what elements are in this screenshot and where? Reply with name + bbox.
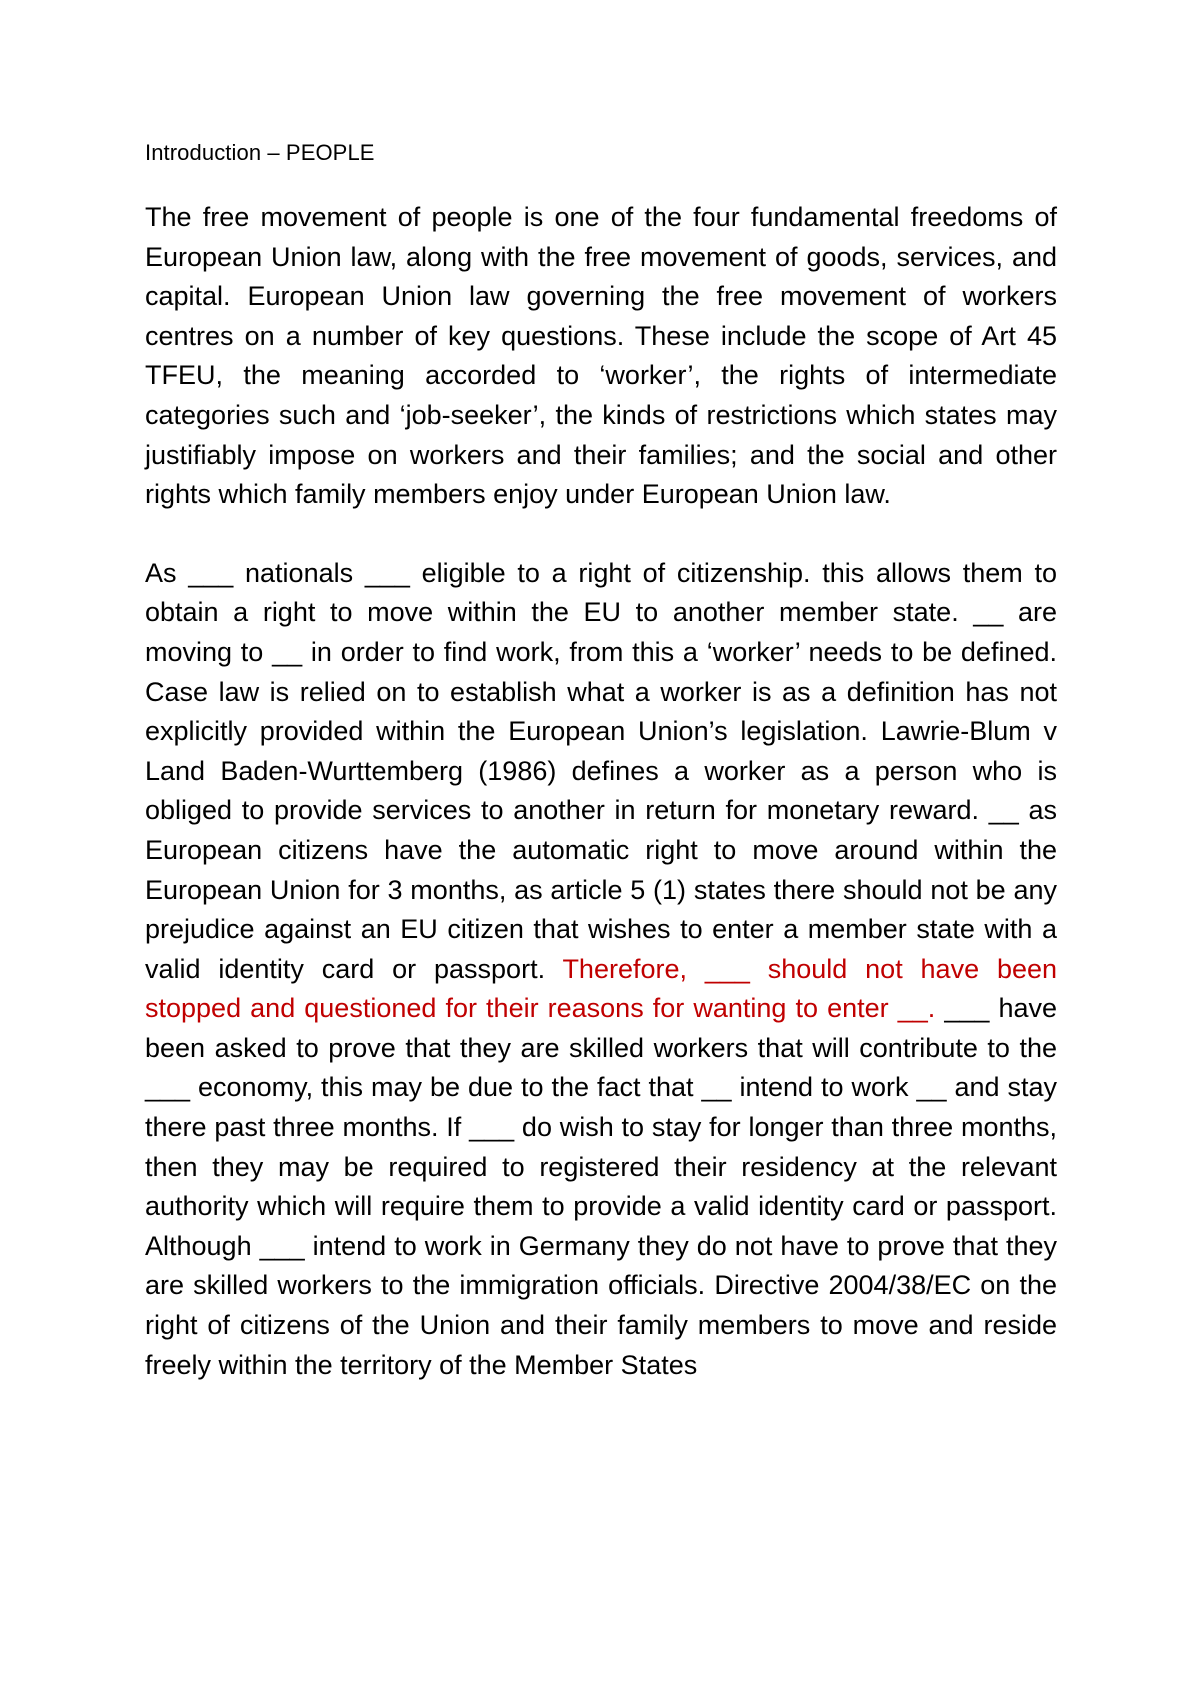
- document-heading: Introduction – PEOPLE: [145, 140, 375, 165]
- highlighted-sentence: Therefore, ___ should not have been stopped and questioned for their reasons for wanting to enter __.: [145, 953, 1058, 1024]
- paragraph-analysis-part2: ___ have been asked to prove that they are skilled workers that will contribute to the ___ economy, this may be due to the fact that __ intend to work __ and stay there past three months. If ___ do wish to stay for longer than three months, then they may be required to registered their residency at the relevant authority which will require them to provide a valid identity card or passport. Although ___ intend to work in Germany they do not have to prove that they are skilled workers to the immigration officials. Directive 2004/38/EC on the right of citizens of the Union and their family members to move and reside freely within the territory of the Member States: [145, 993, 1057, 1380]
- document-page: [145, 138, 1057, 1424]
- paragraph-analysis: [145, 554, 1057, 1385]
- paragraph-analysis-part1: As ___ nationals ___ eligible to a right of citizenship. this allows them to obtain a right to move within the EU to another member state. __ are moving to __ in order to find work, from this a ‘worker’ needs to be defined. Case law is relied on to establish what a worker is as a definition has not explicitly provided within the European Union’s legislation. Lawrie-Blum v Land Baden-Wurttemberg (1986) defines a worker as a person who is obliged to provide services to another in return for monetary reward. __ as European citizens have the automatic right to move around within the European Union for 3 months, as article 5 (1) states there should not be any prejudice against an EU citizen that wishes to enter a member state with a valid identity card or passport.: [145, 557, 1057, 984]
- paragraph-introduction: The free movement of people is one of the four fundamental freedoms of European Union law, along with the free movement of goods, services, and capital. European Union law governing the free movement of workers centres on a number of key questions. These include the scope of Art 45 TFEU, the meaning accorded to ‘worker’, the rights of intermediate categories such and ‘job-seeker’, the kinds of restrictions which states may justifiably impose on workers and their families; and the social and other rights which family members enjoy under European Union law.: [145, 202, 1057, 510]
